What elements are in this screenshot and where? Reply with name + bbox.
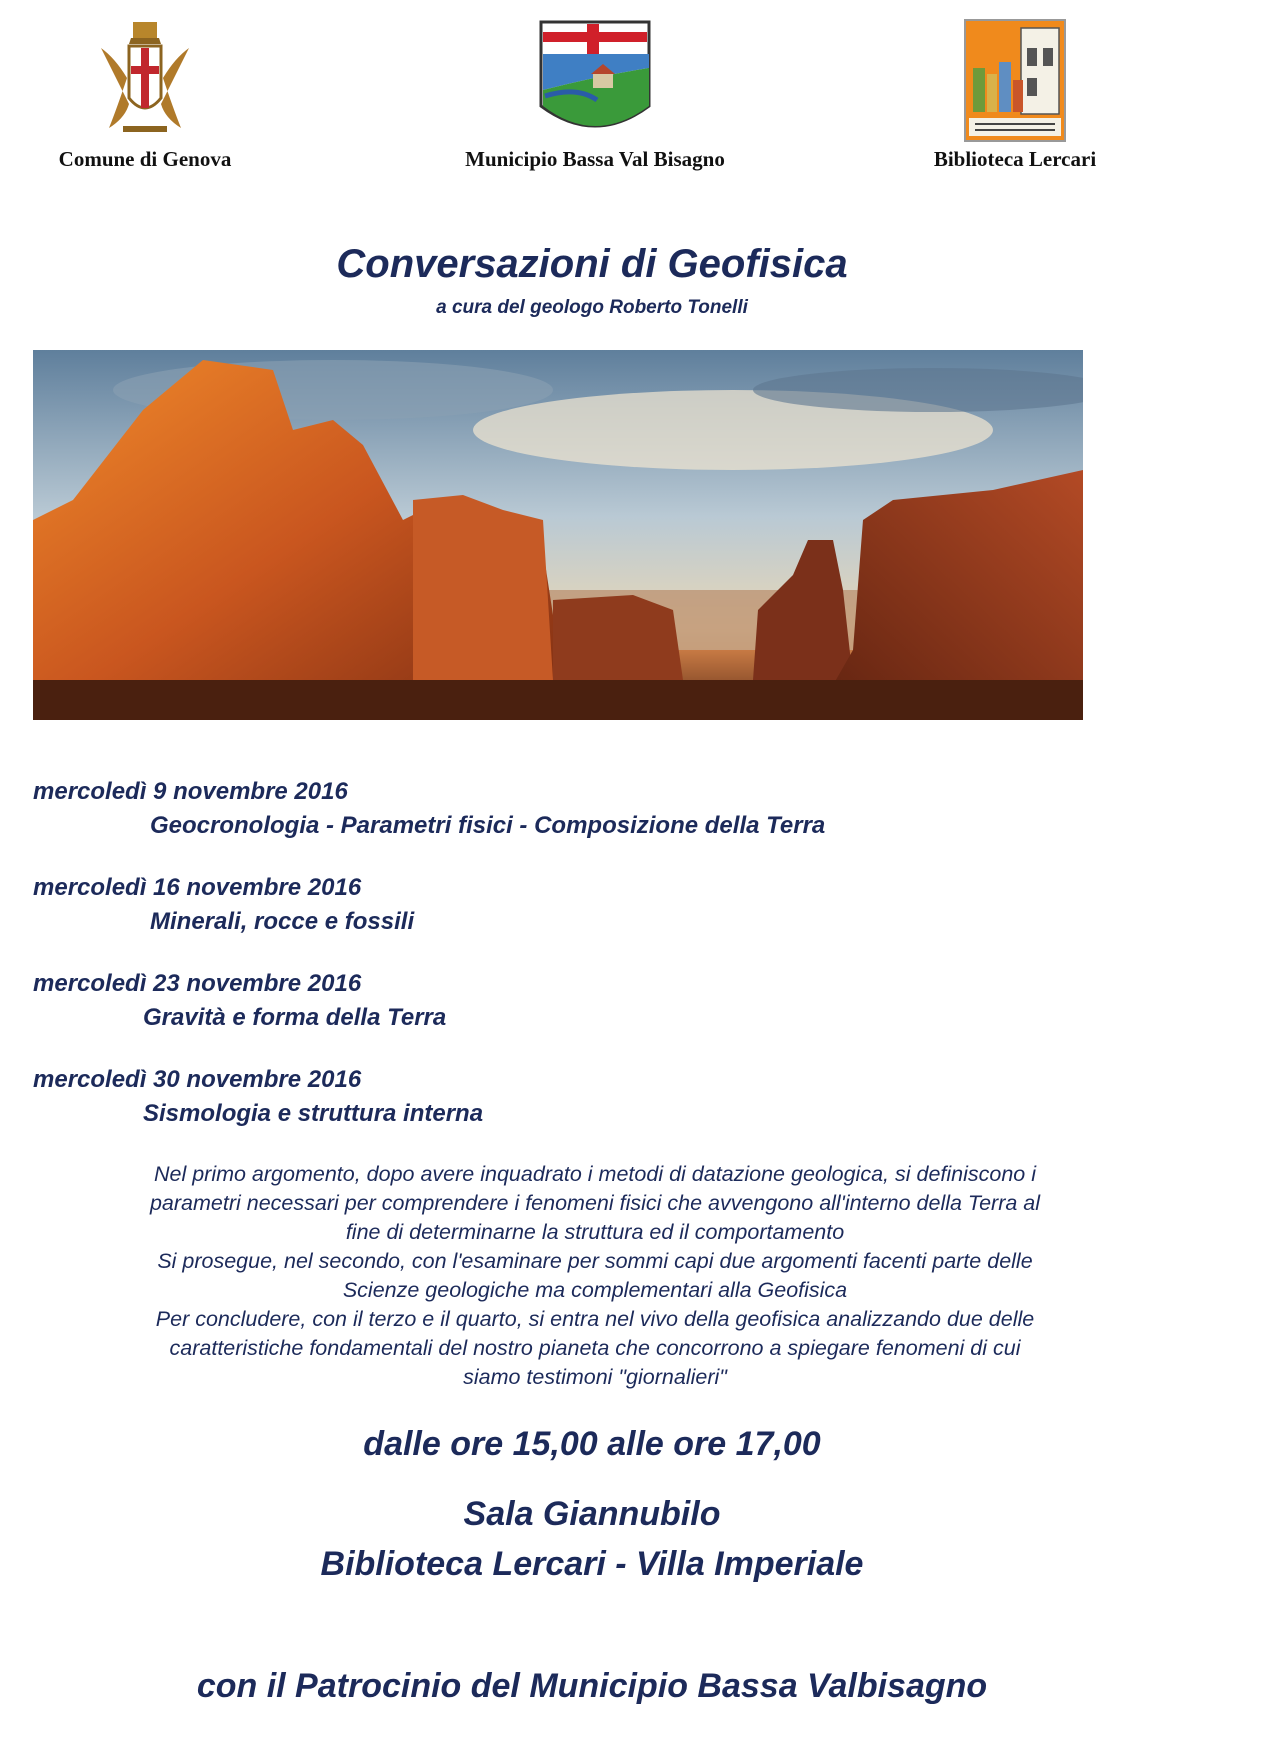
municipio-shield-icon <box>537 18 653 143</box>
description-line: fine di determinarne la struttura ed il comportamento <box>345 1220 845 1244</box>
page-subtitle: a cura del geologo Roberto Tonelli <box>436 297 748 318</box>
logo-label-municipio: Municipio Bassa Val Bisagno <box>465 147 725 171</box>
genova-coat-of-arms-icon <box>95 18 195 143</box>
session-date: mercoledì 16 novembre 2016 <box>33 874 362 901</box>
page-title: Conversazioni di Geofisica <box>336 242 848 286</box>
logo-label-biblioteca: Biblioteca Lercari <box>933 147 1097 171</box>
description-line: Nel primo argomento, dopo avere inquadrato i metodi di datazione geologica, si definiscono i <box>153 1162 1037 1186</box>
session-1 <box>33 778 825 840</box>
description-paragraph <box>40 1160 1150 1392</box>
description-line: Si prosegue, nel secondo, con l'esaminare per sommi capi due argomenti facenti parte delle <box>157 1249 1033 1273</box>
description-line: Scienze geologiche ma complementari alla Geofisica <box>342 1278 848 1302</box>
session-3 <box>33 970 446 1032</box>
description-line: parametri necessari per comprendere i fenomeni fisici che avvengono all'interno della Terra al <box>149 1191 1041 1215</box>
venue-room: Sala Giannubilo <box>463 1495 721 1533</box>
session-date: mercoledì 23 novembre 2016 <box>33 970 362 997</box>
venue-place: Biblioteca Lercari - Villa Imperiale <box>320 1545 864 1583</box>
session-date: mercoledì 30 novembre 2016 <box>33 1066 362 1093</box>
event-hours: dalle ore 15,00 alle ore 17,00 <box>363 1425 821 1463</box>
description-line: Per concludere, con il terzo e il quarto, si entra nel vivo della geofisica analizzando due delle <box>155 1307 1035 1331</box>
description-line: siamo testimoni "giornalieri" <box>463 1365 727 1389</box>
logo-biblioteca-lercari <box>900 18 1130 172</box>
biblioteca-books-icon <box>963 18 1067 143</box>
logo-comune-genova <box>30 18 260 172</box>
canyon-banner-image <box>33 350 1083 720</box>
session-topic: Sismologia e struttura interna <box>143 1100 484 1127</box>
session-topic: Gravità e forma della Terra <box>143 1004 447 1031</box>
session-2 <box>33 874 414 936</box>
session-4 <box>33 1066 483 1128</box>
logo-label-genova: Comune di Genova <box>58 147 232 171</box>
description-line: caratteristiche fondamentali del nostro pianeta che concorrono a spiegare fenomeni di cui <box>169 1336 1021 1360</box>
logo-municipio <box>420 18 770 172</box>
session-topic: Minerali, rocce e fossili <box>150 908 415 935</box>
session-date: mercoledì 9 novembre 2016 <box>33 778 348 805</box>
patronage-note: con il Patrocinio del Municipio Bassa Valbisagno <box>196 1667 988 1705</box>
session-topic: Geocronologia - Parametri fisici - Composizione della Terra <box>150 812 826 839</box>
